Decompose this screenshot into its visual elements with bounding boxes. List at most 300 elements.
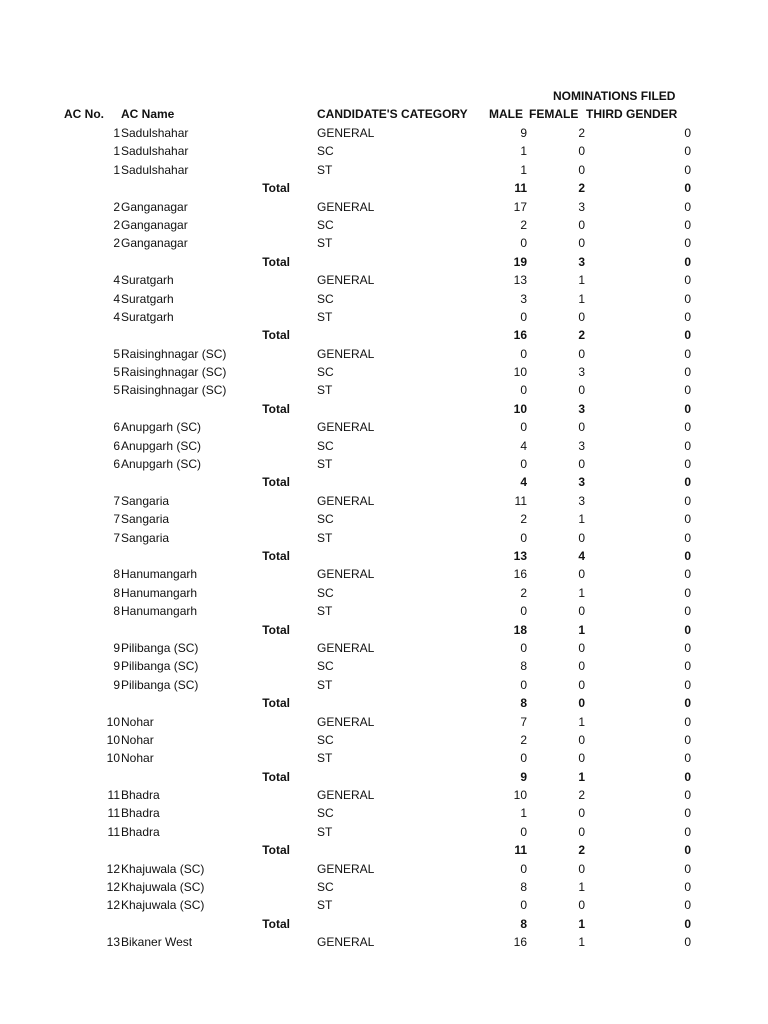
table-row (0, 713, 768, 731)
table-row (0, 198, 768, 216)
third-gender-cell: 0 (684, 365, 691, 380)
third-gender-cell: 0 (684, 346, 691, 361)
third-gender-cell: 0 (684, 181, 691, 196)
ac-name-cell: Anupgarh (SC) (121, 438, 202, 453)
category-cell: GENERAL (317, 126, 375, 140)
ac-no-cell: 2 (113, 199, 120, 214)
male-cell: 0 (520, 309, 527, 324)
table-total-row (0, 253, 768, 271)
third-gender-cell: 0 (684, 493, 691, 508)
female-cell: 3 (578, 493, 585, 508)
third-gender-cell: 0 (684, 254, 691, 269)
ac-no-cell: 10 (106, 751, 120, 766)
ac-no-cell: 5 (113, 365, 120, 380)
female-cell: 0 (578, 236, 585, 251)
male-cell: 2 (520, 512, 527, 527)
male-cell: 0 (520, 751, 527, 766)
total-label: Total (262, 916, 290, 931)
category-cell: ST (317, 162, 333, 177)
total-label: Total (262, 622, 290, 637)
ac-name-cell: Khajuwala (SC) (121, 880, 205, 895)
category-cell: SC (317, 365, 334, 380)
ac-name-cell: Hanumangarh (121, 604, 198, 619)
female-cell: 1 (578, 769, 585, 784)
category-cell: GENERAL (317, 567, 375, 582)
ac-name-cell: Pilibanga (SC) (121, 659, 199, 674)
column-header-category: CANDIDATE'S CATEGORY (317, 107, 468, 121)
category-cell: ST (317, 383, 333, 398)
female-cell: 0 (578, 751, 585, 766)
female-cell: 3 (578, 365, 585, 380)
category-cell: GENERAL (317, 420, 375, 435)
third-gender-cell: 0 (684, 806, 691, 821)
table-total-row (0, 400, 768, 418)
ac-name-cell: Suratgarh (121, 309, 174, 324)
ac-name-cell: Khajuwala (SC) (121, 861, 205, 876)
female-cell: 0 (578, 162, 585, 177)
male-cell: 0 (520, 677, 527, 692)
table-total-row (0, 326, 768, 344)
third-gender-cell: 0 (684, 640, 691, 655)
table-row (0, 749, 768, 767)
male-cell: 16 (513, 935, 527, 950)
third-gender-cell: 0 (684, 199, 691, 214)
category-cell: SC (317, 291, 334, 306)
female-cell: 0 (578, 144, 585, 159)
ac-no-cell: 1 (113, 144, 120, 159)
third-gender-cell: 0 (684, 880, 691, 895)
ac-no-cell: 2 (113, 236, 120, 251)
male-cell: 2 (520, 732, 527, 747)
third-gender-cell: 0 (684, 585, 691, 600)
table-row (0, 878, 768, 896)
third-gender-cell: 0 (684, 475, 691, 490)
female-cell: 1 (578, 714, 585, 729)
table-row (0, 216, 768, 234)
ac-no-cell: 9 (113, 659, 120, 674)
total-label: Total (262, 328, 290, 343)
female-cell: 1 (578, 512, 585, 527)
table-row (0, 234, 768, 252)
table-row (0, 363, 768, 381)
third-gender-cell: 0 (684, 273, 691, 288)
female-cell: 1 (578, 622, 585, 637)
ac-no-cell: 1 (113, 162, 120, 177)
male-cell: 0 (520, 236, 527, 251)
ac-no-cell: 11 (107, 824, 120, 839)
ac-no-cell: 7 (113, 512, 120, 527)
table-row (0, 639, 768, 657)
table-row (0, 860, 768, 878)
female-cell: 0 (578, 309, 585, 324)
ac-name-cell: Ganganagar (121, 217, 188, 232)
female-cell: 4 (578, 548, 585, 563)
third-gender-cell: 0 (684, 751, 691, 766)
ac-no-cell: 11 (107, 806, 120, 821)
total-label: Total (262, 769, 290, 784)
male-cell: 0 (520, 898, 527, 913)
column-header-ac-no: AC No. (64, 107, 104, 121)
category-cell: GENERAL (317, 788, 375, 803)
ac-name-cell: Sadulshahar (121, 162, 189, 177)
female-cell: 0 (578, 696, 585, 711)
category-cell: SC (317, 659, 334, 674)
male-cell: 0 (520, 420, 527, 435)
table-row (0, 124, 768, 142)
ac-name-cell: Pilibanga (SC) (121, 640, 199, 655)
third-gender-cell: 0 (684, 438, 691, 453)
category-cell: GENERAL (317, 935, 375, 950)
third-gender-cell: 0 (684, 567, 691, 582)
ac-name-cell: Nohar (121, 732, 154, 747)
table-row (0, 308, 768, 326)
female-cell: 3 (578, 401, 585, 416)
category-cell: ST (317, 751, 333, 766)
column-header-ac-name: AC Name (121, 107, 175, 121)
female-cell: 0 (578, 824, 585, 839)
category-cell: GENERAL (317, 640, 375, 655)
third-gender-cell: 0 (684, 548, 691, 563)
table-row (0, 437, 768, 455)
total-label: Total (262, 548, 290, 563)
ac-name-cell: Raisinghnagar (SC) (121, 383, 227, 398)
table-row (0, 731, 768, 749)
third-gender-cell: 0 (684, 328, 691, 343)
table-total-row (0, 841, 768, 859)
male-cell: 10 (513, 401, 527, 416)
male-cell: 0 (520, 861, 527, 876)
table-row (0, 565, 768, 583)
third-gender-cell: 0 (684, 291, 691, 306)
table-row (0, 584, 768, 602)
male-cell: 0 (520, 824, 527, 839)
total-label: Total (262, 254, 290, 269)
male-cell: 10 (513, 788, 527, 803)
male-cell: 8 (520, 696, 527, 711)
ac-name-cell: Pilibanga (SC) (121, 677, 199, 692)
category-cell: GENERAL (317, 493, 375, 508)
third-gender-cell: 0 (684, 162, 691, 177)
female-cell: 0 (578, 346, 585, 361)
table-row (0, 602, 768, 620)
table-row (0, 933, 768, 951)
category-cell: GENERAL (317, 199, 375, 214)
female-cell: 0 (578, 659, 585, 674)
category-cell: GENERAL (317, 861, 375, 876)
male-cell: 18 (513, 622, 527, 637)
total-label: Total (262, 696, 290, 711)
category-cell: SC (317, 512, 334, 527)
nominations-table-body (0, 124, 768, 952)
table-total-row (0, 621, 768, 639)
third-gender-cell: 0 (684, 696, 691, 711)
category-cell: ST (317, 604, 333, 619)
third-gender-cell: 0 (684, 861, 691, 876)
category-cell: ST (317, 236, 333, 251)
ac-name-cell: Anupgarh (SC) (121, 457, 202, 472)
ac-name-cell: Bikaner West (121, 935, 193, 950)
category-cell: ST (317, 898, 333, 913)
table-row (0, 510, 768, 528)
female-cell: 2 (578, 788, 585, 803)
nominations-filed-header: NOMINATIONS FILED (553, 89, 676, 103)
table-row (0, 142, 768, 160)
ac-no-cell: 2 (113, 217, 120, 232)
table-row (0, 492, 768, 510)
female-cell: 1 (578, 291, 585, 306)
male-cell: 11 (514, 181, 527, 196)
category-cell: SC (317, 217, 334, 232)
ac-no-cell: 7 (113, 530, 120, 545)
third-gender-cell: 0 (684, 144, 691, 159)
category-cell: SC (317, 144, 334, 159)
third-gender-cell: 0 (684, 401, 691, 416)
ac-name-cell: Sangaria (121, 530, 170, 545)
category-cell: SC (317, 438, 334, 453)
female-cell: 0 (578, 732, 585, 747)
male-cell: 1 (520, 144, 527, 159)
third-gender-cell: 0 (684, 217, 691, 232)
ac-no-cell: 1 (113, 126, 120, 140)
table-total-row (0, 547, 768, 565)
ac-name-cell: Nohar (121, 751, 154, 766)
table-total-row (0, 179, 768, 197)
male-cell: 0 (520, 457, 527, 472)
category-cell: ST (317, 457, 333, 472)
female-cell: 2 (578, 328, 585, 343)
column-header-male: MALE (489, 107, 523, 121)
table-row (0, 290, 768, 308)
table-total-row (0, 915, 768, 933)
table-row (0, 823, 768, 841)
ac-no-cell: 6 (113, 420, 120, 435)
male-cell: 11 (514, 493, 527, 508)
ac-no-cell: 7 (113, 493, 120, 508)
female-cell: 3 (578, 199, 585, 214)
third-gender-cell: 0 (684, 622, 691, 637)
male-cell: 19 (513, 254, 527, 269)
ac-no-cell: 4 (113, 291, 120, 306)
male-cell: 0 (520, 346, 527, 361)
female-cell: 2 (578, 126, 585, 140)
ac-no-cell: 4 (113, 309, 120, 324)
male-cell: 3 (520, 291, 527, 306)
table-total-row (0, 473, 768, 491)
ac-name-cell: Hanumangarh (121, 585, 198, 600)
table-row (0, 381, 768, 399)
third-gender-cell: 0 (684, 898, 691, 913)
female-cell: 0 (578, 420, 585, 435)
male-cell: 0 (520, 383, 527, 398)
ac-name-cell: Ganganagar (121, 236, 188, 251)
third-gender-cell: 0 (684, 659, 691, 674)
third-gender-cell: 0 (684, 916, 691, 931)
ac-no-cell: 5 (113, 383, 120, 398)
category-cell: SC (317, 585, 334, 600)
third-gender-cell: 0 (684, 788, 691, 803)
female-cell: 0 (578, 677, 585, 692)
column-header-female: FEMALE (529, 107, 579, 121)
table-row (0, 418, 768, 436)
female-cell: 1 (578, 585, 585, 600)
ac-name-cell: Bhadra (121, 788, 160, 803)
total-label: Total (262, 181, 290, 196)
ac-name-cell: Sadulshahar (121, 144, 189, 159)
ac-name-cell: Suratgarh (121, 291, 174, 306)
ac-name-cell: Hanumangarh (121, 567, 198, 582)
male-cell: 16 (513, 328, 527, 343)
ac-no-cell: 8 (113, 604, 120, 619)
ac-name-cell: Sadulshahar (121, 126, 189, 140)
table-total-row (0, 768, 768, 786)
female-cell: 2 (578, 181, 585, 196)
third-gender-cell: 0 (684, 677, 691, 692)
ac-name-cell: Anupgarh (SC) (121, 420, 202, 435)
ac-no-cell: 8 (113, 585, 120, 600)
table-row (0, 676, 768, 694)
ac-no-cell: 12 (106, 898, 120, 913)
third-gender-cell: 0 (684, 530, 691, 545)
ac-no-cell: 12 (106, 861, 120, 876)
ac-no-cell: 6 (113, 457, 120, 472)
ac-no-cell: 11 (107, 788, 120, 803)
female-cell: 0 (578, 383, 585, 398)
ac-no-cell: 10 (106, 714, 120, 729)
table-row (0, 271, 768, 289)
male-cell: 0 (520, 640, 527, 655)
table-row (0, 455, 768, 473)
female-cell: 1 (578, 880, 585, 895)
ac-name-cell: Sangaria (121, 512, 170, 527)
male-cell: 1 (520, 806, 527, 821)
third-gender-cell: 0 (684, 236, 691, 251)
female-cell: 0 (578, 567, 585, 582)
total-label: Total (262, 475, 290, 490)
female-cell: 3 (578, 438, 585, 453)
total-label: Total (262, 843, 290, 858)
female-cell: 0 (578, 640, 585, 655)
ac-name-cell: Bhadra (121, 806, 160, 821)
female-cell: 0 (578, 457, 585, 472)
ac-no-cell: 12 (106, 880, 120, 895)
third-gender-cell: 0 (684, 714, 691, 729)
male-cell: 13 (513, 273, 527, 288)
table-row (0, 786, 768, 804)
table-row (0, 161, 768, 179)
male-cell: 17 (513, 199, 527, 214)
category-cell: ST (317, 530, 333, 545)
male-cell: 0 (520, 604, 527, 619)
category-cell: ST (317, 309, 333, 324)
category-cell: GENERAL (317, 714, 375, 729)
male-cell: 8 (520, 659, 527, 674)
female-cell: 1 (578, 935, 585, 950)
female-cell: 3 (578, 475, 585, 490)
ac-no-cell: 13 (106, 935, 120, 950)
ac-no-cell: 9 (113, 677, 120, 692)
ac-name-cell: Nohar (121, 714, 154, 729)
male-cell: 9 (520, 126, 527, 140)
third-gender-cell: 0 (684, 512, 691, 527)
female-cell: 0 (578, 898, 585, 913)
category-cell: GENERAL (317, 273, 375, 288)
male-cell: 10 (513, 365, 527, 380)
male-cell: 2 (520, 217, 527, 232)
third-gender-cell: 0 (684, 732, 691, 747)
table-total-row (0, 694, 768, 712)
male-cell: 8 (520, 880, 527, 895)
third-gender-cell: 0 (684, 126, 691, 140)
female-cell: 2 (578, 843, 585, 858)
category-cell: SC (317, 880, 334, 895)
ac-name-cell: Raisinghnagar (SC) (121, 346, 227, 361)
table-row (0, 657, 768, 675)
male-cell: 8 (520, 916, 527, 931)
category-cell: ST (317, 824, 333, 839)
ac-no-cell: 5 (113, 346, 120, 361)
female-cell: 0 (578, 806, 585, 821)
male-cell: 0 (520, 530, 527, 545)
category-cell: SC (317, 806, 334, 821)
female-cell: 0 (578, 604, 585, 619)
male-cell: 2 (520, 585, 527, 600)
male-cell: 13 (513, 548, 527, 563)
male-cell: 1 (520, 162, 527, 177)
third-gender-cell: 0 (684, 309, 691, 324)
table-row (0, 345, 768, 363)
female-cell: 0 (578, 861, 585, 876)
female-cell: 0 (578, 530, 585, 545)
male-cell: 7 (520, 714, 527, 729)
third-gender-cell: 0 (684, 935, 691, 950)
male-cell: 9 (520, 769, 527, 784)
male-cell: 16 (513, 567, 527, 582)
ac-no-cell: 4 (113, 273, 120, 288)
ac-name-cell: Bhadra (121, 824, 160, 839)
third-gender-cell: 0 (684, 457, 691, 472)
ac-no-cell: 9 (113, 640, 120, 655)
table-row (0, 804, 768, 822)
female-cell: 1 (578, 273, 585, 288)
third-gender-cell: 0 (684, 824, 691, 839)
third-gender-cell: 0 (684, 843, 691, 858)
ac-no-cell: 8 (113, 567, 120, 582)
ac-name-cell: Khajuwala (SC) (121, 898, 205, 913)
third-gender-cell: 0 (684, 383, 691, 398)
ac-name-cell: Sangaria (121, 493, 170, 508)
ac-name-cell: Ganganagar (121, 199, 188, 214)
female-cell: 3 (578, 254, 585, 269)
total-label: Total (262, 401, 290, 416)
column-header-third-gender: THIRD GENDER (586, 107, 678, 121)
table-row (0, 896, 768, 914)
male-cell: 11 (514, 843, 527, 858)
category-cell: GENERAL (317, 346, 375, 361)
category-cell: ST (317, 677, 333, 692)
ac-name-cell: Raisinghnagar (SC) (121, 365, 227, 380)
ac-no-cell: 6 (113, 438, 120, 453)
third-gender-cell: 0 (684, 769, 691, 784)
third-gender-cell: 0 (684, 604, 691, 619)
category-cell: SC (317, 732, 334, 747)
male-cell: 4 (520, 475, 527, 490)
third-gender-cell: 0 (684, 420, 691, 435)
male-cell: 4 (520, 438, 527, 453)
female-cell: 0 (578, 217, 585, 232)
female-cell: 1 (578, 916, 585, 931)
table-row (0, 529, 768, 547)
ac-name-cell: Suratgarh (121, 273, 174, 288)
